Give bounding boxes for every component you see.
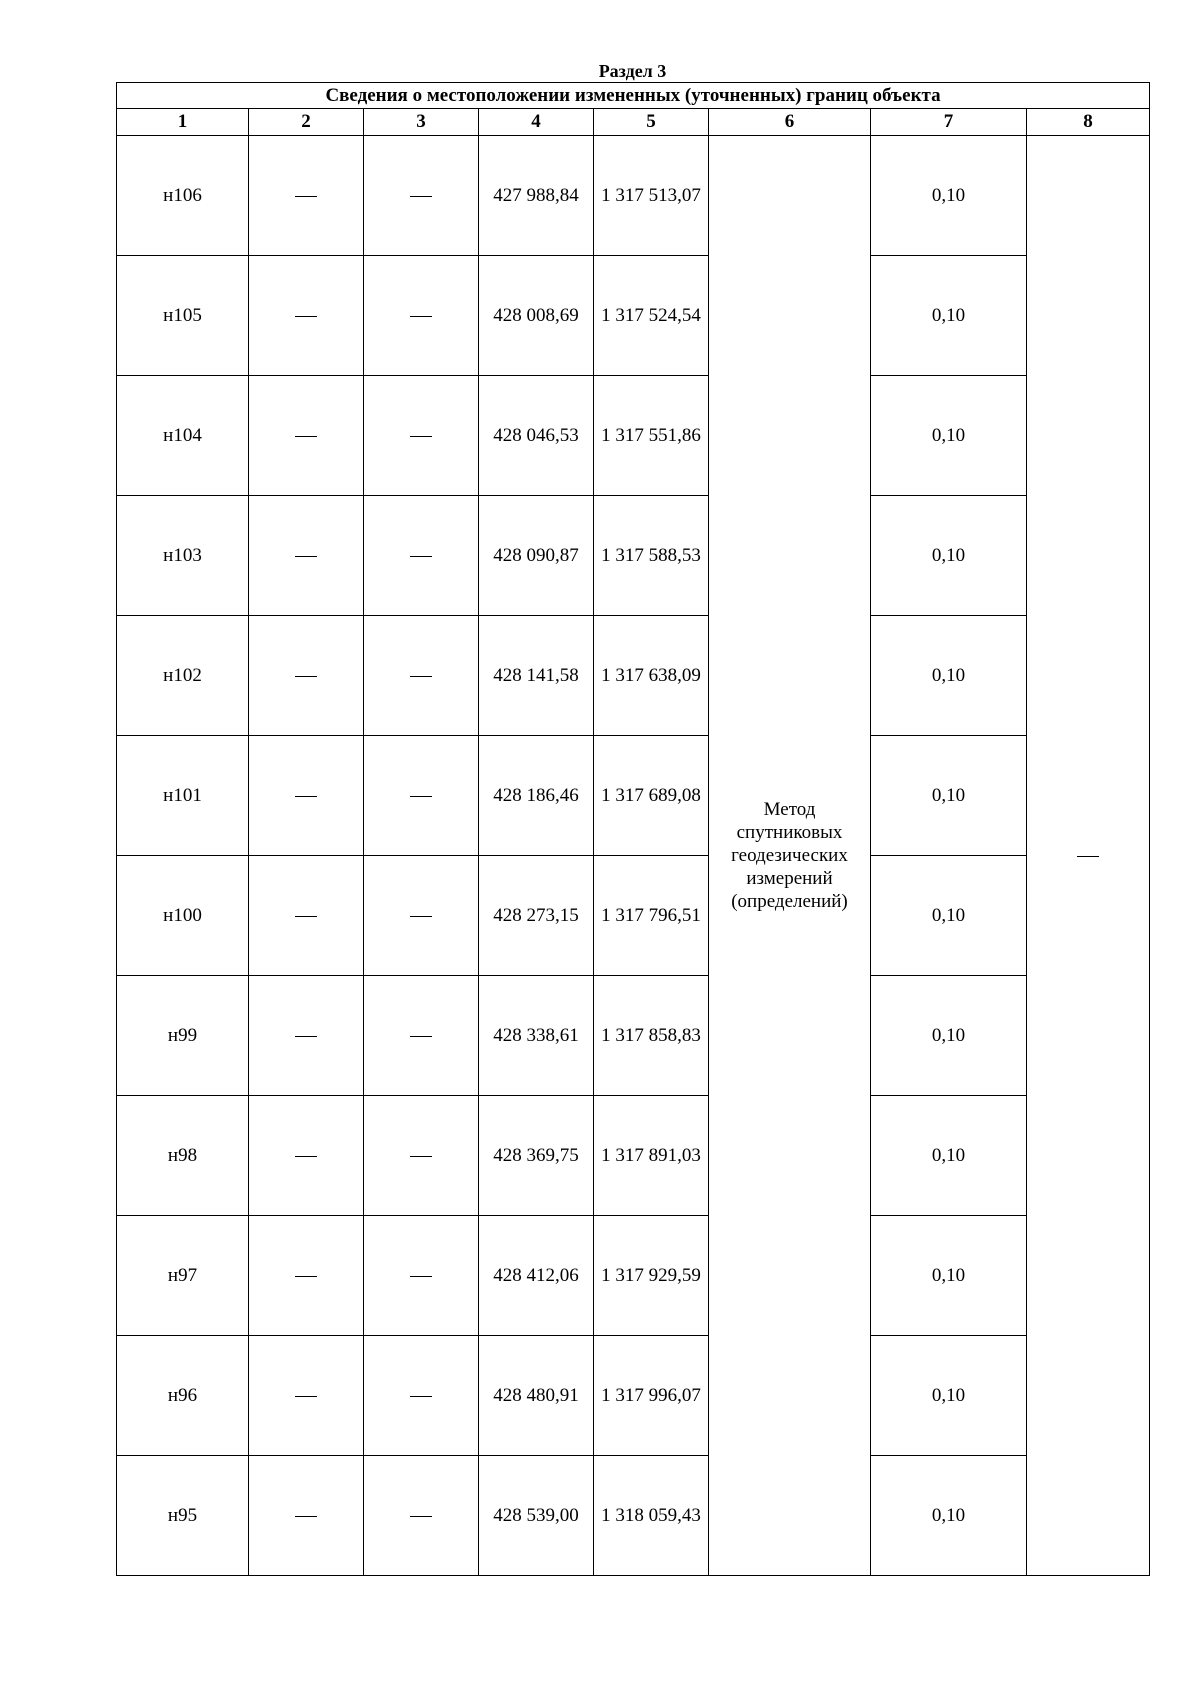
point-name-cell: н104 bbox=[117, 376, 249, 496]
empty-dash-cell bbox=[364, 256, 479, 376]
dash-mark bbox=[295, 796, 317, 797]
point-name-cell: н103 bbox=[117, 496, 249, 616]
empty-dash-cell bbox=[364, 376, 479, 496]
method-line: измерений bbox=[746, 868, 833, 889]
column-number: 1 bbox=[117, 109, 249, 136]
table-row bbox=[117, 616, 1150, 736]
table-row bbox=[117, 1456, 1150, 1576]
y-coordinate-cell: 1 318 059,43 bbox=[594, 1456, 709, 1576]
dash-mark bbox=[295, 196, 317, 197]
empty-dash-cell bbox=[364, 1096, 479, 1216]
dash-mark bbox=[410, 1276, 432, 1277]
accuracy-cell: 0,10 bbox=[871, 976, 1027, 1096]
column-number: 7 bbox=[871, 109, 1027, 136]
accuracy-cell: 0,10 bbox=[871, 136, 1027, 256]
dash-mark bbox=[410, 316, 432, 317]
empty-dash-cell bbox=[364, 1456, 479, 1576]
dash-mark bbox=[1077, 856, 1099, 857]
empty-dash-cell bbox=[249, 616, 364, 736]
dash-mark bbox=[410, 1036, 432, 1037]
table-row bbox=[117, 496, 1150, 616]
accuracy-cell: 0,10 bbox=[871, 256, 1027, 376]
empty-dash-cell bbox=[249, 1096, 364, 1216]
point-name-cell: н95 bbox=[117, 1456, 249, 1576]
empty-dash-cell bbox=[249, 1336, 364, 1456]
accuracy-cell: 0,10 bbox=[871, 856, 1027, 976]
accuracy-cell: 0,10 bbox=[871, 736, 1027, 856]
point-name-cell: н97 bbox=[117, 1216, 249, 1336]
column-8-dash-cell bbox=[1027, 136, 1150, 1576]
y-coordinate-cell: 1 317 551,86 bbox=[594, 376, 709, 496]
empty-dash-cell bbox=[364, 616, 479, 736]
method-line: спутниковых bbox=[736, 822, 843, 843]
dash-mark bbox=[410, 1516, 432, 1517]
table-row bbox=[117, 1216, 1150, 1336]
y-coordinate-cell: 1 317 996,07 bbox=[594, 1336, 709, 1456]
empty-dash-cell bbox=[249, 1216, 364, 1336]
x-coordinate-cell: 428 369,75 bbox=[479, 1096, 594, 1216]
coordinates-table bbox=[116, 82, 1150, 1576]
table-body bbox=[117, 136, 1150, 1576]
point-name-cell: н102 bbox=[117, 616, 249, 736]
empty-dash-cell bbox=[364, 1336, 479, 1456]
y-coordinate-cell: 1 317 689,08 bbox=[594, 736, 709, 856]
table-row bbox=[117, 376, 1150, 496]
dash-mark bbox=[295, 556, 317, 557]
point-name-cell: н101 bbox=[117, 736, 249, 856]
accuracy-cell: 0,10 bbox=[871, 1096, 1027, 1216]
x-coordinate-cell: 428 338,61 bbox=[479, 976, 594, 1096]
table-row bbox=[117, 1096, 1150, 1216]
dash-mark bbox=[410, 556, 432, 557]
x-coordinate-cell: 428 090,87 bbox=[479, 496, 594, 616]
accuracy-cell: 0,10 bbox=[871, 1336, 1027, 1456]
empty-dash-cell bbox=[249, 856, 364, 976]
dash-mark bbox=[295, 676, 317, 677]
dash-mark bbox=[295, 436, 317, 437]
x-coordinate-cell: 428 273,15 bbox=[479, 856, 594, 976]
dash-mark bbox=[410, 676, 432, 677]
x-coordinate-cell: 428 480,91 bbox=[479, 1336, 594, 1456]
accuracy-cell: 0,10 bbox=[871, 496, 1027, 616]
column-number: 6 bbox=[709, 109, 871, 136]
empty-dash-cell bbox=[364, 1216, 479, 1336]
point-name-cell: н98 bbox=[117, 1096, 249, 1216]
y-coordinate-cell: 1 317 524,54 bbox=[594, 256, 709, 376]
x-coordinate-cell: 428 186,46 bbox=[479, 736, 594, 856]
empty-dash-cell bbox=[249, 136, 364, 256]
accuracy-cell: 0,10 bbox=[871, 1456, 1027, 1576]
method-line: геодезических bbox=[731, 845, 848, 866]
method-cell bbox=[709, 136, 871, 1576]
y-coordinate-cell: 1 317 513,07 bbox=[594, 136, 709, 256]
accuracy-cell: 0,10 bbox=[871, 1216, 1027, 1336]
empty-dash-cell bbox=[249, 976, 364, 1096]
table-row bbox=[117, 1336, 1150, 1456]
table-row bbox=[117, 256, 1150, 376]
empty-dash-cell bbox=[249, 736, 364, 856]
point-name-cell: н99 bbox=[117, 976, 249, 1096]
y-coordinate-cell: 1 317 929,59 bbox=[594, 1216, 709, 1336]
empty-dash-cell bbox=[364, 976, 479, 1096]
point-name-cell: н100 bbox=[117, 856, 249, 976]
dash-mark bbox=[410, 436, 432, 437]
dash-mark bbox=[295, 1276, 317, 1277]
y-coordinate-cell: 1 317 891,03 bbox=[594, 1096, 709, 1216]
x-coordinate-cell: 427 988,84 bbox=[479, 136, 594, 256]
column-number: 8 bbox=[1027, 109, 1150, 136]
accuracy-cell: 0,10 bbox=[871, 616, 1027, 736]
empty-dash-cell bbox=[249, 376, 364, 496]
section-title: Раздел 3 bbox=[598, 61, 667, 81]
dash-mark bbox=[410, 1156, 432, 1157]
dash-mark bbox=[410, 796, 432, 797]
method-line: (определений) bbox=[731, 891, 848, 912]
column-number: 5 bbox=[594, 109, 709, 136]
x-coordinate-cell: 428 141,58 bbox=[479, 616, 594, 736]
dash-mark bbox=[295, 1036, 317, 1037]
dash-mark bbox=[295, 1516, 317, 1517]
dash-mark bbox=[410, 196, 432, 197]
table-row bbox=[117, 976, 1150, 1096]
column-number: 4 bbox=[479, 109, 594, 136]
y-coordinate-cell: 1 317 638,09 bbox=[594, 616, 709, 736]
dash-mark bbox=[295, 916, 317, 917]
x-coordinate-cell: 428 046,53 bbox=[479, 376, 594, 496]
x-coordinate-cell: 428 539,00 bbox=[479, 1456, 594, 1576]
y-coordinate-cell: 1 317 858,83 bbox=[594, 976, 709, 1096]
empty-dash-cell bbox=[249, 256, 364, 376]
dash-mark bbox=[295, 1156, 317, 1157]
column-number: 3 bbox=[364, 109, 479, 136]
dash-mark bbox=[295, 316, 317, 317]
table-caption: Сведения о местоположении измененных (уточненных) границ объекта bbox=[117, 83, 1150, 109]
dash-mark bbox=[295, 1396, 317, 1397]
point-name-cell: н106 bbox=[117, 136, 249, 256]
column-numbers-row bbox=[117, 109, 1150, 136]
point-name-cell: н105 bbox=[117, 256, 249, 376]
dash-mark bbox=[410, 916, 432, 917]
column-number: 2 bbox=[249, 109, 364, 136]
table-row bbox=[117, 856, 1150, 976]
empty-dash-cell bbox=[364, 736, 479, 856]
empty-dash-cell bbox=[364, 136, 479, 256]
dash-mark bbox=[410, 1396, 432, 1397]
empty-dash-cell bbox=[364, 856, 479, 976]
empty-dash-cell bbox=[364, 496, 479, 616]
table-row bbox=[117, 136, 1150, 256]
method-line: Метод bbox=[763, 799, 816, 820]
empty-dash-cell bbox=[249, 496, 364, 616]
table-row bbox=[117, 736, 1150, 856]
y-coordinate-cell: 1 317 796,51 bbox=[594, 856, 709, 976]
empty-dash-cell bbox=[249, 1456, 364, 1576]
x-coordinate-cell: 428 008,69 bbox=[479, 256, 594, 376]
point-name-cell: н96 bbox=[117, 1336, 249, 1456]
x-coordinate-cell: 428 412,06 bbox=[479, 1216, 594, 1336]
y-coordinate-cell: 1 317 588,53 bbox=[594, 496, 709, 616]
accuracy-cell: 0,10 bbox=[871, 376, 1027, 496]
